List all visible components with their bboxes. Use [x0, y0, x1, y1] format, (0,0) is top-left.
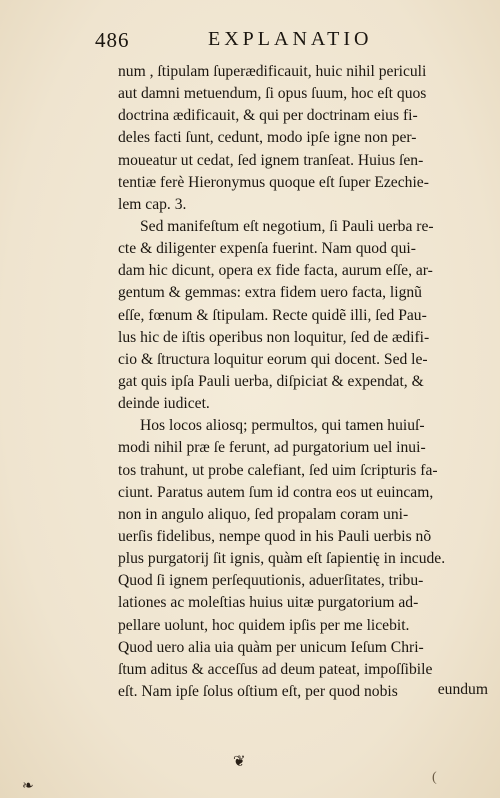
paragraph-start-line: Sed manifeſtum eſt negotium, ſi Pauli uerba re- — [140, 217, 434, 235]
page-number: 486 — [95, 28, 130, 52]
text-line: deles facti ſunt, cedunt, modo ipſe igne non per- — [118, 129, 417, 147]
catchword-row — [118, 681, 490, 703]
text-line: ſtum aditus & acceſſus ad deum pateat, impoſſibile — [118, 660, 433, 678]
text-line: eſſe, fœnum & ſtipulam. Recte quidẽ illi, ſed Pau- — [118, 306, 427, 324]
text-line: ciunt. Paratus autem ſum id contra eos ut euincam, — [118, 483, 434, 501]
paragraph-start-line: Hos locos aliosq; permultos, qui tamen huiuſ- — [140, 417, 425, 435]
text-line: cio & ſtructura loquitur eorum qui docent. Sed le- — [118, 350, 428, 368]
text-line: deinde iudicet. — [118, 395, 210, 413]
text-line: lationes ac moleſtias huius uitæ purgatorium ad- — [118, 594, 419, 612]
page-header — [95, 28, 485, 58]
running-title: EXPLANATIO — [208, 28, 373, 50]
text-line: Quod uero alia uia quàm per unicum Ieſum Chri- — [118, 638, 424, 656]
body-text — [118, 61, 490, 703]
fleuron-icon: ❦ — [233, 754, 246, 770]
text-line: tentiæ ferè Hieronymus quoque eſt ſuper Ezechie- — [118, 173, 429, 191]
text-line: doctrina ædificauit, & qui per doctrinam eius fi- — [118, 107, 418, 125]
text-line: non in angulo aliquo, ſed propalam coram uni- — [118, 505, 409, 523]
text-line: num , ſtipulam ſuperædificauit, huic nihil periculi — [118, 63, 427, 80]
text-line: eſt. Nam ipſe ſolus oſtium eſt, per quod nobis — [118, 682, 398, 700]
text-line: aut damni metuendum, ſi opus ſuum, hoc eſt quos — [118, 85, 427, 103]
text-line: modi nihil præ ſe ferunt, ad purgatorium uel inui- — [118, 439, 426, 457]
edge-fleuron-icon: ❧ — [22, 779, 34, 794]
text-line: lus hic de iſtis operibus non loquitur, ſed de ædifi- — [118, 328, 430, 346]
text-line: gat quis ipſa Pauli uerba, diſpiciat & expendat, & — [118, 372, 424, 390]
text-line: tos trahunt, ut probe calefiant, ſed uim ſcripturis fa- — [118, 461, 438, 479]
text-line: dam hic dicunt, opera ex fide facta, aurum eſſe, ar- — [118, 262, 433, 280]
text-line: plus purgatorij ſit ignis, quàm eſt ſapientię in incude. — [118, 550, 446, 568]
text-line: moueatur ut cedat, ſed ignem tranſeat. Huius ſen- — [118, 151, 424, 169]
text-line: gentum & gemmas: extra fidem uero facta, lignũ — [118, 284, 422, 302]
catchword: eundum — [437, 681, 488, 698]
text-line: cte & diligenter expenſa fuerint. Nam quod qui- — [118, 240, 416, 258]
text-line: Quod ſi ignem perſequutionis, aduerſitates, tribu- — [118, 572, 424, 590]
text-line: pellare uolunt, hoc quidem ipſis per me licebit. — [118, 616, 410, 634]
margin-mark: ( — [432, 770, 437, 785]
text-line: lem cap. 3. — [118, 195, 187, 213]
text-line: uerſis fidelibus, nempe quod in his Pauli uerbis nõ — [118, 527, 432, 545]
